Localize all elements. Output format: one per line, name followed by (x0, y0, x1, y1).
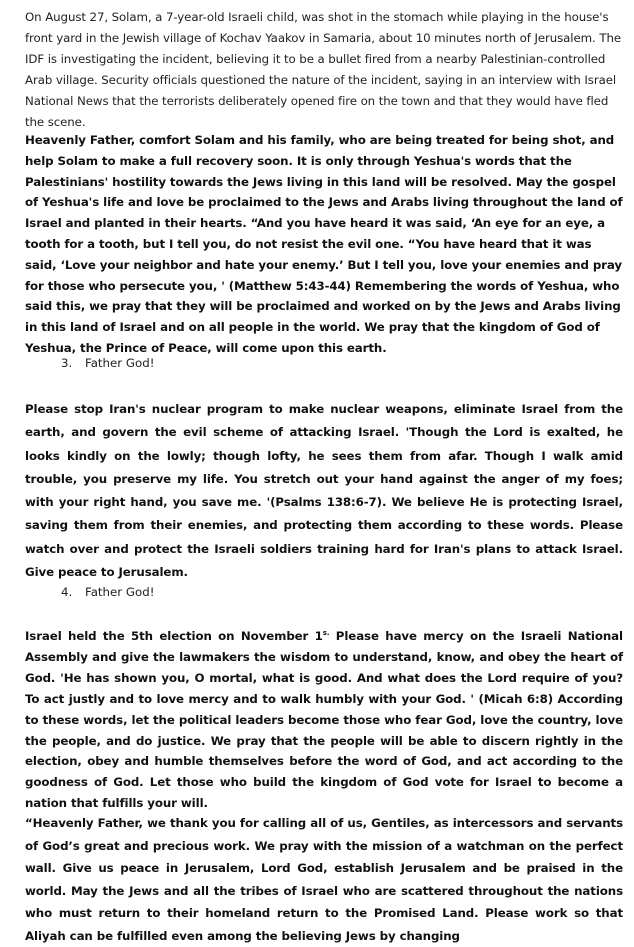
list-item-4 (61, 585, 154, 599)
prayer-paragraph-solam: Heavenly Father, comfort Solam and his family, who are being treated for being shot, and help Solam to make a full recovery soon. It is only through Yeshua's words that the Palestinians' hostility towards the Jews living in this land will be resolved. May the gospel of Yeshua's life and love be proclaimed to the Jews and Arabs living throughout the land of Israel and planted in their hearts. “And you have heard it was said, ‘An eye for an eye, a tooth for a tooth, but I tell you, do not resist the evil one. “You have heard that it was said, ‘Love your neighbor and hate your enemy.’ But I tell you, love your enemies and pray for those who persecute you, ' (Matthew 5:43-44) Remembering the words of Yeshua, who said this, we pray that they will be proclaimed and worked on by the Jews and Arabs living in this land of Israel and on all people in the world. We pray that the kingdom of God of Yeshua, the Prince of Peace, will come upon this earth. (25, 133, 623, 355)
ordinal-superscript: s. (322, 629, 330, 638)
prayer-paragraph-election (25, 626, 623, 814)
list-number: 4. (61, 585, 73, 599)
list-item-text: Father God! (85, 356, 155, 370)
intro-paragraph: On August 27, Solam, a 7-year-old Israeli child, was shot in the stomach while playing in the house's front yard in the Jewish village of Kochav Yaakov in Samaria, about 10 minutes north of Jerusalem. The IDF is investigating the incident, believing it to be a bullet fired from a nearby Palestinian-controlled Arab village. Security officials questioned the nature of the incident, saying in an interview with Israel National News that the terrorists deliberately opened fire on the town and that they would have fled the scene. (25, 10, 621, 129)
list-item-3 (61, 356, 154, 370)
list-item-text: Father God! (85, 585, 155, 599)
prayer-paragraph-gentiles: “Heavenly Father, we thank you for calling all of us, Gentiles, as intercessors and servants of God’s great and precious work. We pray with the mission of a watchman on the perfect wall. Give us peace in Jerusalem, Lord God, establish Jerusalem and be praised in the world. May the Jews and all the tribes of Israel who are scattered throughout the nations who must return to their homeland return to the Promised Land. Please work so that Aliyah can be fulfilled even among the believing Jews by changing (25, 816, 623, 943)
election-text-rest: Please have mercy on the Israeli National Assembly and give the lawmakers the wisdom to understand, know, and obey the heart of God. 'He has shown you, O mortal, what is good. And what does the Lord require of you? To act justly and to love mercy and to walk humbly with your God. ' (Micah 6:8) According to these words, let the political leaders become those who fear God, love the country, love the people, and do justice. We pray that the people will be able to discern rightly in the election, obey and humble themselves before the word of God, and act according to the goodness of God. Let those who build the kingdom of God vote for Israel to become a nation that fulfills your will. (25, 629, 623, 811)
election-text-start: Israel held the 5th election on November 1 (25, 629, 323, 643)
prayer-paragraph-iran: Please stop Iran's nuclear program to make nuclear weapons, eliminate Israel from the earth, and govern the evil scheme of attacking Israel. 'Though the Lord is exalted, he looks kindly on the lowly; though lofty, he sees them from afar. Though I walk amid trouble, you preserve my life. You stretch out your hand against the anger of my foes; with your right hand, you save me. '(Psalms 138:6-7). We believe He is protecting Israel, saving them from their enemies, and protecting them according to these words. Please watch over and protect the Israeli soldiers training hard for Iran's plans to attack Israel. Give peace to Jerusalem. (25, 402, 623, 580)
list-number: 3. (61, 356, 73, 370)
